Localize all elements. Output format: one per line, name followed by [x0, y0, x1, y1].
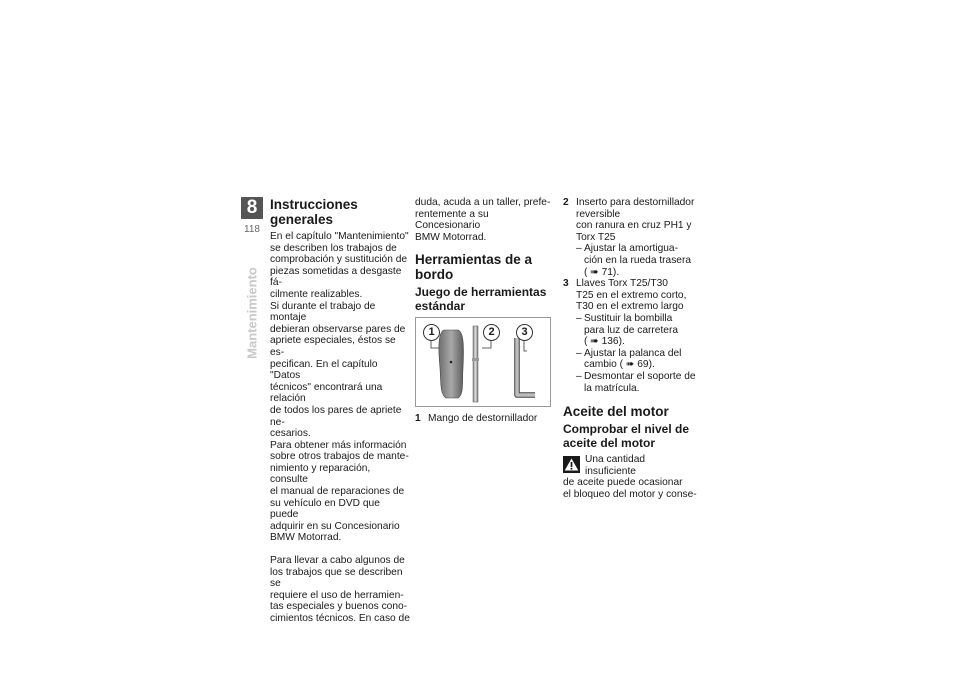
- text-line: requiere el uso de herramien-: [270, 589, 404, 601]
- heading-onboard-tools: Herramientas de a bordo: [415, 252, 533, 283]
- text-line: ( ➠ 71).: [584, 266, 620, 278]
- tool-item-3-number: 3: [563, 278, 569, 290]
- text-line: los trabajos que se describen se: [270, 566, 403, 590]
- text-line: Inserto para destornillador: [576, 197, 695, 208]
- callout-3: 3: [516, 324, 533, 341]
- text-line: cilmente realizables.: [270, 288, 363, 300]
- section-label-text: Mantenimiento: [244, 266, 260, 359]
- text-line: el bloqueo del motor y conse-: [563, 488, 697, 500]
- text-line: Sustituir la bombilla: [584, 312, 673, 324]
- tool-item-2: [563, 197, 698, 243]
- use-item-text: [584, 348, 681, 371]
- toolkit-figure: [415, 317, 551, 407]
- text-line: Para llevar a cabo algunos de: [270, 555, 405, 567]
- text-line: tas especiales y buenos cono-: [270, 601, 408, 613]
- column-1: [270, 197, 410, 625]
- warning-text: [563, 454, 698, 500]
- text-line: Llaves Torx T25/T30: [576, 278, 668, 290]
- text-line: adquirir en su Concesionario: [270, 520, 400, 532]
- text-line: BMW Motorrad.: [415, 231, 487, 243]
- text-line: Si durante el trabajo de montaje: [270, 300, 376, 324]
- tool-item-2-number: 2: [563, 197, 569, 208]
- chapter-tab: 8: [241, 197, 263, 219]
- text-line: nimiento y reparación, consulte: [270, 462, 371, 486]
- tool-item-1-text: Mango de destornillador: [428, 413, 538, 425]
- text-line: Torx T25: [576, 231, 616, 243]
- text-line: apriete especiales, éstos se es-: [270, 335, 396, 358]
- paragraph-special-tools: [270, 555, 410, 625]
- tool-item-3: [563, 278, 698, 313]
- tool-item-3-uses: [563, 313, 698, 394]
- section-label: [241, 250, 263, 375]
- paragraph-general: [270, 231, 410, 544]
- tool-item-2-text: [576, 197, 694, 243]
- use-item: [576, 348, 698, 371]
- text-line: se describen los trabajos de: [270, 242, 397, 254]
- text-line: Ajustar la palanca del: [584, 347, 682, 359]
- text-line: cesarios.: [270, 428, 311, 440]
- text-line: pecifican. En el capítulo "Datos: [270, 358, 378, 382]
- use-item-text: [584, 243, 691, 278]
- use-item-dash: –: [576, 370, 582, 382]
- text-line: de aceite puede ocasionar: [563, 477, 683, 489]
- callout-2: 2: [483, 324, 500, 341]
- text-line: T25 en el extremo corto,: [576, 289, 687, 301]
- text-line: ( ➠ 136).: [584, 336, 625, 348]
- use-item: [576, 371, 698, 394]
- text-line: con ranura en cruz PH1 y: [576, 220, 692, 232]
- tool-item-3-text: [576, 278, 686, 313]
- text-line: BMW Motorrad.: [270, 532, 342, 544]
- text-line: rentemente a su Concesionario: [415, 208, 489, 232]
- text-line: técnicos" encontrará una relación: [270, 381, 383, 405]
- use-item: [576, 243, 698, 278]
- text-line: el manual de reparaciones de: [270, 486, 405, 498]
- text-line: piezas sometidas a desgaste fá-: [270, 265, 402, 289]
- text-line: duda, acuda a un taller, prefe-: [415, 197, 551, 208]
- text-line: sobre otros trabajos de mante-: [270, 451, 409, 463]
- page-number: 118: [244, 224, 260, 235]
- use-item-dash: –: [576, 243, 582, 255]
- text-line: la matrícula.: [584, 382, 640, 394]
- text-line: Para obtener más información: [270, 439, 407, 451]
- use-item-dash: –: [576, 347, 582, 359]
- heading-engine-oil: Aceite del motor: [563, 404, 669, 420]
- warning-icon: [563, 456, 580, 473]
- text-line: para luz de carretera: [584, 324, 679, 336]
- text-line: reversible: [576, 208, 621, 220]
- text-line: cambio ( ➠ 69).: [584, 359, 655, 371]
- use-item-dash: –: [576, 312, 582, 324]
- column-3: [563, 197, 698, 500]
- use-item: [576, 313, 698, 348]
- use-item-text: [584, 313, 678, 348]
- text-line: ción en la rueda trasera: [584, 254, 692, 266]
- tool-item-2-uses: [563, 243, 698, 278]
- text-line: cimientos técnicos. En caso de: [270, 613, 410, 624]
- text-line: su vehículo en DVD que puede: [270, 497, 380, 521]
- heading-standard-toolkit: Juego de herramientas estándar: [415, 285, 547, 313]
- use-item-text: [584, 371, 696, 394]
- text-line: Desmontar el soporte de: [584, 370, 696, 382]
- text-line: Ajustar la amortigua-: [584, 243, 678, 255]
- tool-item-1: [415, 413, 555, 425]
- text-line: T30 en el extremo largo: [576, 301, 684, 313]
- text-line: comprobación y sustitución de: [270, 254, 408, 266]
- text-line: En el capítulo "Mantenimiento": [270, 231, 409, 242]
- heading-check-oil-level: Comprobar el nivel de aceite del motor: [563, 422, 690, 450]
- callout-1: 1: [423, 324, 440, 341]
- paragraph-continued: [415, 197, 555, 243]
- text-line: de todos los pares de apriete ne-: [270, 404, 402, 428]
- heading-general-instructions: Instrucciones generales: [270, 197, 358, 227]
- tool-item-1-number: 1: [415, 413, 421, 425]
- text-line: debieran observarse pares de: [270, 323, 406, 335]
- text-line: Una cantidad insuficiente: [585, 454, 646, 477]
- column-2: [415, 197, 555, 425]
